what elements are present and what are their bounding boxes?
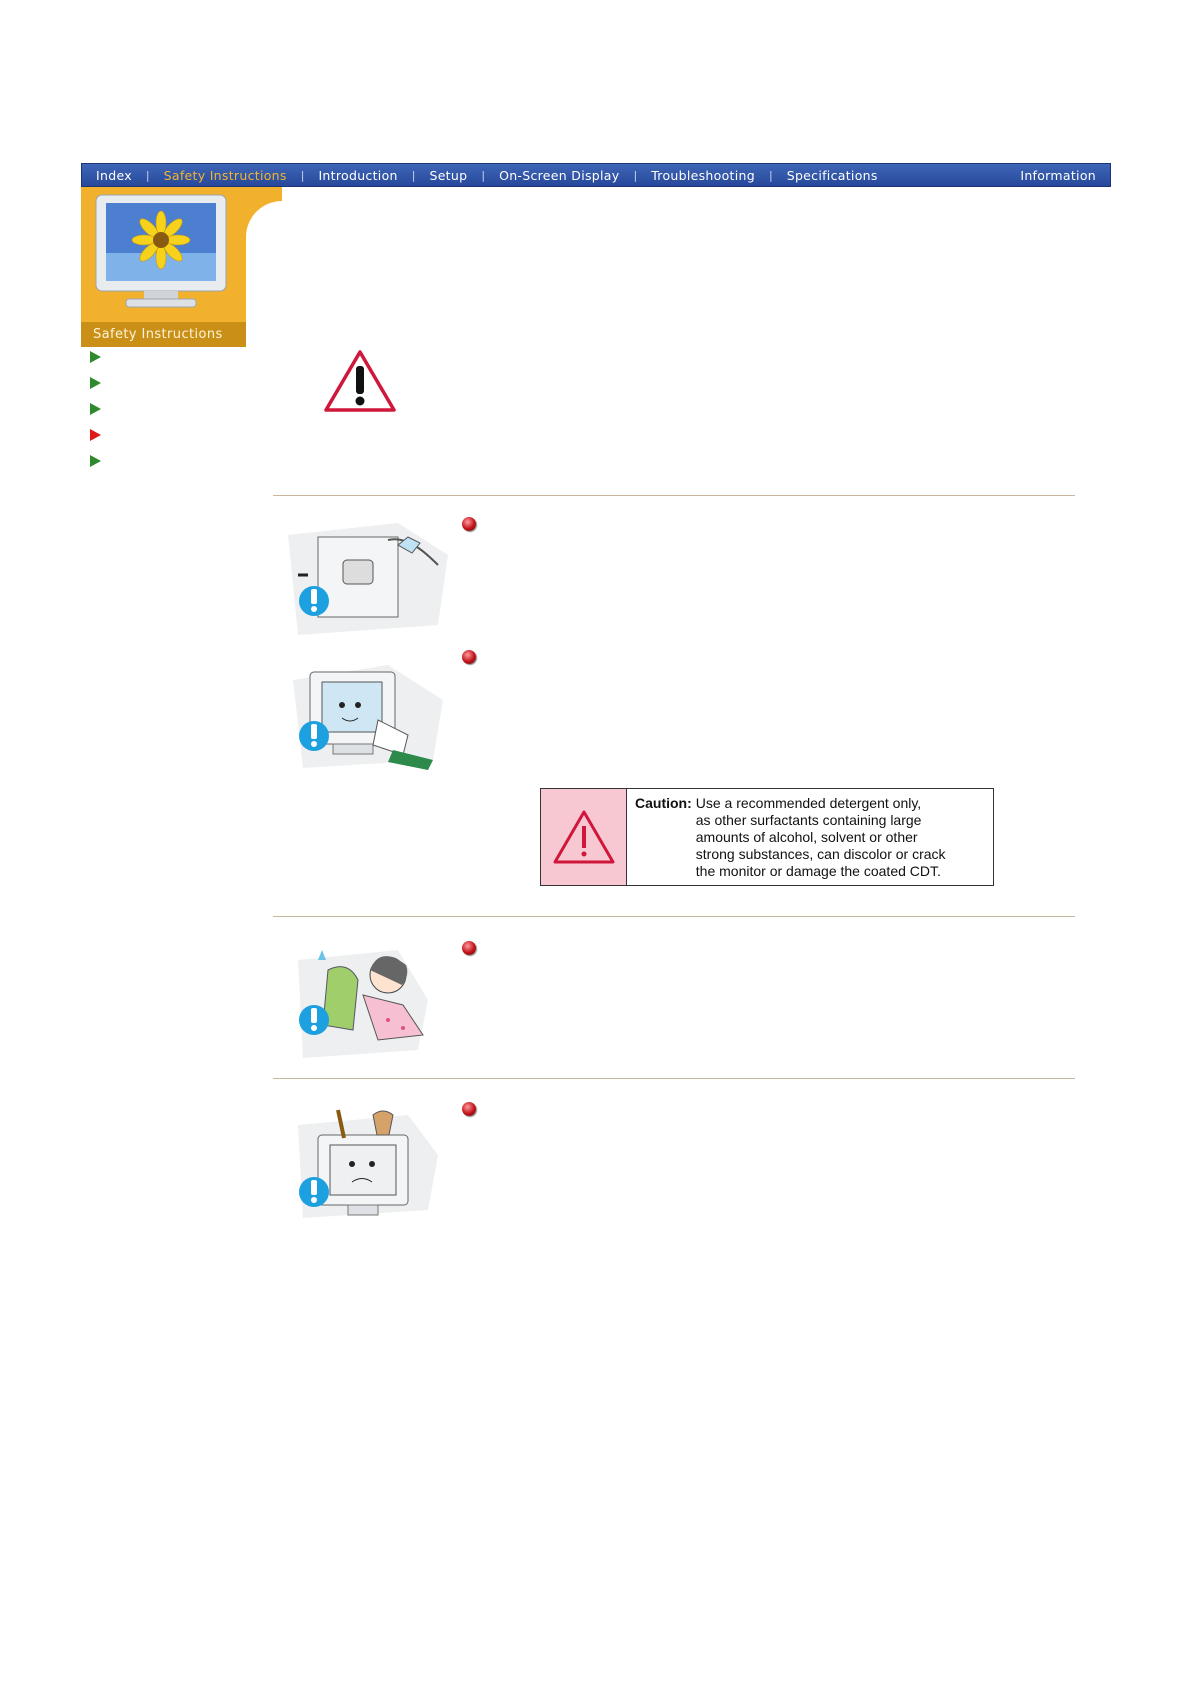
red-bullet-icon [462,941,476,955]
nav-troubleshooting[interactable]: Troubleshooting [651,167,755,183]
caution-body: Use a recommended detergent only, as other surfactants containing large amounts of alcohol, solvent or other strong substances, can discolor or crack the monitor or damage the coated CDT. [695,795,946,879]
objects-on-monitor-illustration [278,1100,448,1230]
nav-separator: | [411,168,416,182]
caution-icon-cell [541,789,627,885]
nav-specifications[interactable]: Specifications [786,167,878,183]
sidebar-curve [246,187,282,245]
nav-information[interactable]: Information [1020,167,1096,183]
cleaning-unplug-illustration [278,515,448,645]
green-arrow-icon[interactable] [90,403,101,415]
warning-triangle-icon [551,808,617,866]
section-divider [273,495,1075,496]
nav-separator: | [481,168,486,182]
nav-separator: | [633,168,638,182]
red-bullet-icon [462,650,476,664]
red-arrow-icon[interactable] [90,429,101,441]
monitor-flower-image [92,193,230,317]
red-bullet-icon [462,1102,476,1116]
caution-label: Caution: [635,795,692,811]
green-arrow-icon[interactable] [90,455,101,467]
nav-index[interactable]: Index [96,167,132,183]
nav-setup[interactable]: Setup [429,167,468,183]
sidebar-title: Safety Instructions [81,322,246,347]
woman-cleaning-illustration [278,940,448,1070]
caution-text-block [627,789,950,885]
nav-separator: | [768,168,773,182]
sidebar-arrow-list [90,351,101,481]
nav-separator: | [300,168,305,182]
nav-on-screen-display[interactable]: On-Screen Display [499,167,620,183]
green-arrow-icon[interactable] [90,377,101,389]
caution-box [540,788,994,886]
nav-separator: | [145,168,150,182]
nav-safety-instructions[interactable]: Safety Instructions [163,167,287,183]
red-bullet-icon [462,517,476,531]
section-divider [273,916,1075,917]
warning-triangle-icon [322,348,398,414]
top-nav [81,163,1111,187]
green-arrow-icon[interactable] [90,351,101,363]
section-divider [273,1078,1075,1079]
cleaning-cloth-illustration [278,650,448,780]
nav-introduction[interactable]: Introduction [318,167,398,183]
